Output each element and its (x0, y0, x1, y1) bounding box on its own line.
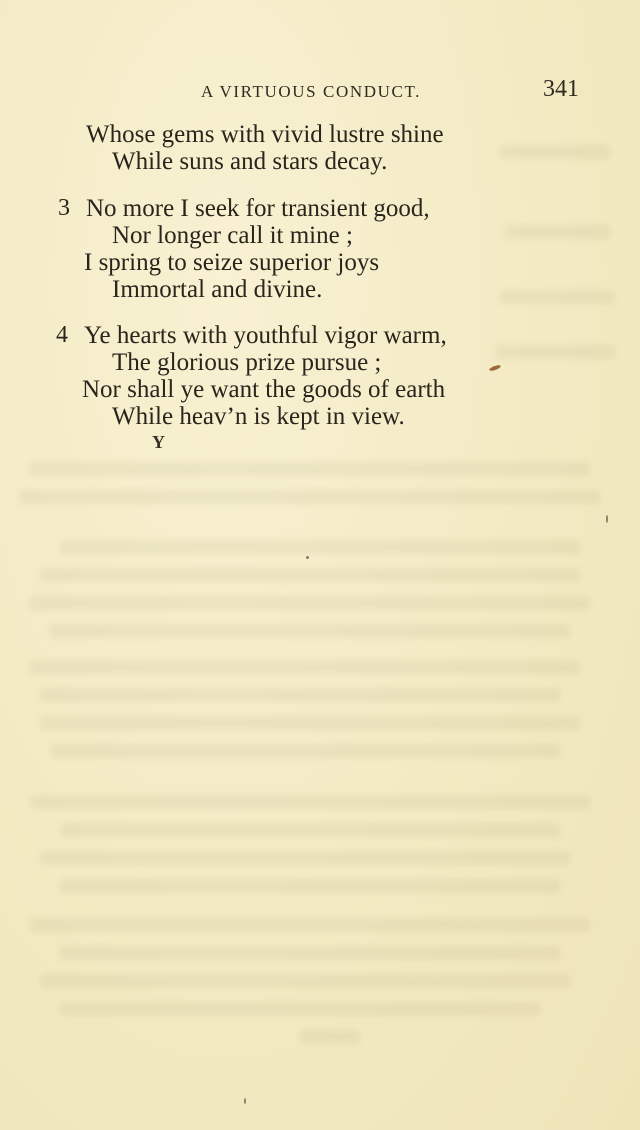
verse-line: While heav’n is kept in view. (112, 403, 405, 430)
verse-line: No more I seek for transient good, (86, 195, 430, 222)
verse-line: Ye hearts with youthful vigor warm, (84, 322, 447, 349)
stanza-number: 3 (58, 195, 70, 221)
ink-speck (244, 1098, 246, 1104)
verse-line: Nor longer call it mine ; (112, 222, 353, 249)
page-header (0, 78, 640, 108)
running-head: A VIRTUOUS CONDUCT. (201, 82, 422, 101)
signature-mark: Y (152, 432, 165, 452)
ink-speck (489, 364, 502, 372)
verse-line: While suns and stars decay. (112, 148, 388, 175)
stanza-number: 4 (56, 322, 68, 348)
ink-speck (306, 556, 309, 559)
ink-speck (606, 515, 608, 523)
verse-line: Whose gems with vivid lustre shine (86, 121, 444, 148)
verse-line: Immortal and divine. (112, 276, 323, 303)
verse-line: I spring to seize superior joys (84, 249, 380, 276)
verse-line: Nor shall ye want the goods of earth (82, 376, 446, 403)
verse-line: The glorious prize pursue ; (112, 349, 382, 376)
page-number: 341 (543, 76, 579, 102)
